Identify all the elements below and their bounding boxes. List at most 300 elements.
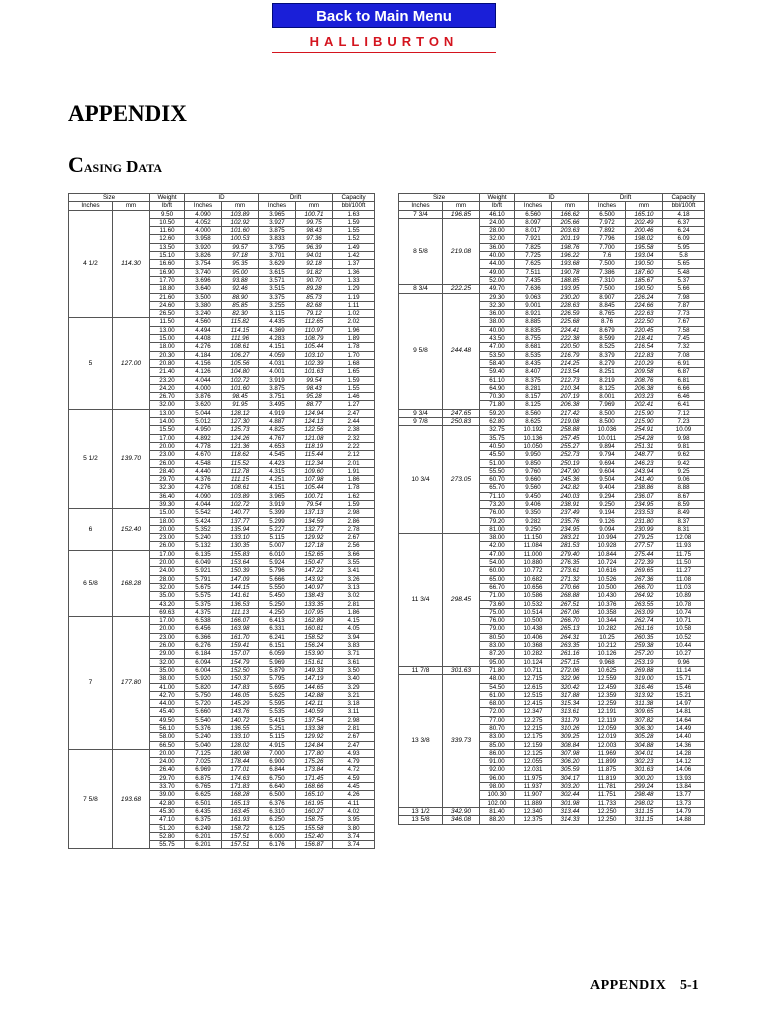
weight-cell: 80.50 bbox=[480, 633, 515, 641]
weight-cell: 28.00 bbox=[150, 575, 185, 583]
capacity-cell: 3.71 bbox=[333, 650, 375, 658]
id-mm-cell: 158.72 bbox=[222, 824, 259, 832]
id-inches-cell: 5.921 bbox=[185, 567, 222, 575]
id-mm-cell: 177.01 bbox=[222, 766, 259, 774]
drift-inches-cell: 8.379 bbox=[589, 351, 626, 359]
id-mm-cell: 102.72 bbox=[222, 376, 259, 384]
id-mm-cell: 250.19 bbox=[552, 459, 589, 467]
id-mm-cell: 95.35 bbox=[222, 260, 259, 268]
column-unit-header: mm bbox=[552, 202, 589, 210]
weight-cell: 47.00 bbox=[480, 343, 515, 351]
capacity-cell: 2.47 bbox=[333, 741, 375, 749]
drift-mm-cell: 107.98 bbox=[296, 476, 333, 484]
weight-cell: 16.90 bbox=[150, 268, 185, 276]
weight-cell: 88.20 bbox=[480, 816, 515, 824]
drift-inches-cell: 7.969 bbox=[589, 401, 626, 409]
drift-inches-cell: 7.310 bbox=[589, 276, 626, 284]
weight-cell: 54.50 bbox=[480, 683, 515, 691]
id-mm-cell: 147.83 bbox=[222, 683, 259, 691]
id-inches-cell: 5.920 bbox=[185, 675, 222, 683]
drift-mm-cell: 231.80 bbox=[626, 517, 663, 525]
drift-mm-cell: 142.11 bbox=[296, 700, 333, 708]
id-mm-cell: 210.34 bbox=[552, 384, 589, 392]
id-mm-cell: 219.08 bbox=[552, 418, 589, 426]
id-mm-cell: 196.22 bbox=[552, 252, 589, 260]
drift-mm-cell: 253.19 bbox=[626, 658, 663, 666]
capacity-cell: 14.81 bbox=[663, 708, 705, 716]
drift-inches-cell: 12.359 bbox=[589, 691, 626, 699]
capacity-cell: 11.93 bbox=[663, 542, 705, 550]
drift-mm-cell: 257.20 bbox=[626, 650, 663, 658]
id-mm-cell: 98.45 bbox=[222, 393, 259, 401]
id-mm-cell: 307.98 bbox=[552, 749, 589, 757]
id-inches-cell: 3.620 bbox=[185, 401, 222, 409]
capacity-cell: 1.91 bbox=[333, 467, 375, 475]
id-mm-cell: 153.64 bbox=[222, 559, 259, 567]
size-mm: 168.28 bbox=[113, 550, 150, 616]
weight-cell: 56.10 bbox=[150, 725, 185, 733]
drift-inches-cell: 10.616 bbox=[589, 567, 626, 575]
id-mm-cell: 168.28 bbox=[222, 791, 259, 799]
id-mm-cell: 100.53 bbox=[222, 235, 259, 243]
drift-mm-cell: 96.39 bbox=[296, 243, 333, 251]
drift-mm-cell: 190.50 bbox=[626, 285, 663, 293]
capacity-cell: 1.19 bbox=[333, 293, 375, 301]
id-mm-cell: 95.00 bbox=[222, 268, 259, 276]
id-inches-cell: 10.192 bbox=[515, 426, 552, 434]
id-inches-cell: 8.921 bbox=[515, 310, 552, 318]
id-inches-cell: 10.532 bbox=[515, 600, 552, 608]
capacity-cell: 6.81 bbox=[663, 376, 705, 384]
id-inches-cell: 12.125 bbox=[515, 749, 552, 757]
drift-mm-cell: 202.49 bbox=[626, 218, 663, 226]
id-mm-cell: 141.61 bbox=[222, 592, 259, 600]
weight-cell: 47.10 bbox=[150, 816, 185, 824]
capacity-cell: 3.41 bbox=[333, 567, 375, 575]
weight-cell: 17.00 bbox=[150, 550, 185, 558]
id-mm-cell: 154.79 bbox=[222, 658, 259, 666]
id-mm-cell: 317.88 bbox=[552, 691, 589, 699]
drift-mm-cell: 300.20 bbox=[626, 774, 663, 782]
id-inches-cell: 5.352 bbox=[185, 525, 222, 533]
table-row bbox=[69, 409, 375, 417]
id-mm-cell: 322.96 bbox=[552, 675, 589, 683]
id-mm-cell: 99.57 bbox=[222, 243, 259, 251]
weight-cell: 13.00 bbox=[150, 409, 185, 417]
drift-mm-cell: 215.90 bbox=[626, 409, 663, 417]
id-inches-cell: 12.375 bbox=[515, 816, 552, 824]
drift-mm-cell: 173.84 bbox=[296, 766, 333, 774]
drift-mm-cell: 230.99 bbox=[626, 525, 663, 533]
column-group-header: Weight bbox=[150, 194, 185, 202]
id-inches-cell: 12.175 bbox=[515, 733, 552, 741]
capacity-cell: 1.52 bbox=[333, 235, 375, 243]
capacity-cell: 2.38 bbox=[333, 426, 375, 434]
weight-cell: 20.00 bbox=[150, 749, 185, 757]
capacity-cell: 11.27 bbox=[663, 567, 705, 575]
weight-cell: 20.00 bbox=[150, 525, 185, 533]
id-mm-cell: 135.94 bbox=[222, 525, 259, 533]
drift-mm-cell: 133.38 bbox=[296, 725, 333, 733]
weight-cell: 13.50 bbox=[150, 243, 185, 251]
capacity-cell: 9.98 bbox=[663, 434, 705, 442]
id-mm-cell: 124.26 bbox=[222, 434, 259, 442]
drift-mm-cell: 122.56 bbox=[296, 426, 333, 434]
page-number: 5-1 bbox=[680, 978, 699, 993]
id-mm-cell: 144.15 bbox=[222, 583, 259, 591]
weight-cell: 45.30 bbox=[150, 807, 185, 815]
drift-inches-cell: 4.001 bbox=[259, 368, 296, 376]
capacity-cell: 9.06 bbox=[663, 476, 705, 484]
capacity-cell: 2.01 bbox=[333, 459, 375, 467]
drift-mm-cell: 100.71 bbox=[296, 492, 333, 500]
capacity-cell: 2.12 bbox=[333, 451, 375, 459]
drift-inches-cell: 6.844 bbox=[259, 766, 296, 774]
casing-table-left bbox=[68, 193, 375, 849]
size-mm: 247.65 bbox=[443, 409, 480, 417]
weight-cell: 38.00 bbox=[480, 534, 515, 542]
capacity-cell: 1.55 bbox=[333, 227, 375, 235]
id-mm-cell: 133.10 bbox=[222, 534, 259, 542]
column-group-header: Drift bbox=[259, 194, 333, 202]
id-mm-cell: 97.18 bbox=[222, 252, 259, 260]
id-inches-cell: 4.892 bbox=[185, 434, 222, 442]
id-mm-cell: 310.26 bbox=[552, 725, 589, 733]
weight-cell: 62.80 bbox=[480, 418, 515, 426]
id-mm-cell: 128.02 bbox=[222, 741, 259, 749]
capacity-cell: 13.84 bbox=[663, 783, 705, 791]
drift-inches-cell: 4.059 bbox=[259, 351, 296, 359]
size-inches: 7 3/4 bbox=[399, 210, 443, 218]
drift-inches-cell: 3.751 bbox=[259, 393, 296, 401]
id-mm-cell: 125.73 bbox=[222, 426, 259, 434]
id-mm-cell: 157.51 bbox=[222, 832, 259, 840]
drift-mm-cell: 112.34 bbox=[296, 459, 333, 467]
weight-cell: 81.40 bbox=[480, 807, 515, 815]
capacity-cell: 3.02 bbox=[333, 592, 375, 600]
capacity-cell: 10.44 bbox=[663, 642, 705, 650]
table-row bbox=[69, 210, 375, 218]
capacity-cell: 1.62 bbox=[333, 492, 375, 500]
capacity-cell: 7.98 bbox=[663, 293, 705, 301]
weight-cell: 18.80 bbox=[150, 285, 185, 293]
id-mm-cell: 128.12 bbox=[222, 409, 259, 417]
drift-inches-cell: 5.795 bbox=[259, 675, 296, 683]
id-inches-cell: 5.750 bbox=[185, 691, 222, 699]
id-inches-cell: 12.159 bbox=[515, 741, 552, 749]
drift-inches-cell: 4.887 bbox=[259, 418, 296, 426]
column-unit-header: lb/ft bbox=[480, 202, 515, 210]
drift-mm-cell: 272.39 bbox=[626, 559, 663, 567]
capacity-cell: 1.59 bbox=[333, 500, 375, 508]
size-mm: 298.45 bbox=[443, 534, 480, 667]
capacity-cell: 6.66 bbox=[663, 384, 705, 392]
id-inches-cell: 4.376 bbox=[185, 476, 222, 484]
id-inches-cell: 4.090 bbox=[185, 492, 222, 500]
weight-cell: 14.00 bbox=[150, 418, 185, 426]
weight-cell: 87.20 bbox=[480, 650, 515, 658]
drift-inches-cell: 12.559 bbox=[589, 675, 626, 683]
id-inches-cell: 5.040 bbox=[185, 741, 222, 749]
capacity-cell: 11.14 bbox=[663, 666, 705, 674]
id-inches-cell: 6.249 bbox=[185, 824, 222, 832]
weight-cell: 71.10 bbox=[480, 492, 515, 500]
drift-mm-cell: 151.61 bbox=[296, 658, 333, 666]
id-inches-cell: 8.835 bbox=[515, 326, 552, 334]
capacity-cell: 14.79 bbox=[663, 807, 705, 815]
id-mm-cell: 213.54 bbox=[552, 368, 589, 376]
table-body bbox=[69, 210, 375, 849]
drift-inches-cell: 11.899 bbox=[589, 758, 626, 766]
drift-inches-cell: 4.423 bbox=[259, 459, 296, 467]
id-inches-cell: 4.000 bbox=[185, 384, 222, 392]
drift-inches-cell: 5.625 bbox=[259, 691, 296, 699]
id-mm-cell: 166.62 bbox=[552, 210, 589, 218]
id-inches-cell: 10.438 bbox=[515, 625, 552, 633]
drift-mm-cell: 236.07 bbox=[626, 492, 663, 500]
capacity-cell: 1.11 bbox=[333, 301, 375, 309]
capacity-cell: 7.32 bbox=[663, 343, 705, 351]
drift-mm-cell: 144.65 bbox=[296, 683, 333, 691]
weight-cell: 43.50 bbox=[480, 335, 515, 343]
drift-mm-cell: 269.88 bbox=[626, 666, 663, 674]
weight-cell: 20.00 bbox=[150, 442, 185, 450]
id-mm-cell: 165.13 bbox=[222, 799, 259, 807]
table-row bbox=[69, 509, 375, 517]
weight-cell: 38.00 bbox=[150, 675, 185, 683]
drift-inches-cell: 9.604 bbox=[589, 467, 626, 475]
id-inches-cell: 6.135 bbox=[185, 550, 222, 558]
capacity-cell: 1.33 bbox=[333, 276, 375, 284]
weight-cell: 26.00 bbox=[150, 542, 185, 550]
id-mm-cell: 261.16 bbox=[552, 650, 589, 658]
weight-cell: 24.00 bbox=[150, 758, 185, 766]
drift-inches-cell: 9.404 bbox=[589, 484, 626, 492]
id-inches-cell: 7.025 bbox=[185, 758, 222, 766]
drift-mm-cell: 298.48 bbox=[626, 791, 663, 799]
drift-inches-cell: 9.794 bbox=[589, 451, 626, 459]
id-inches-cell: 9.850 bbox=[515, 459, 552, 467]
weight-cell: 32.30 bbox=[150, 484, 185, 492]
id-inches-cell: 6.560 bbox=[515, 210, 552, 218]
id-mm-cell: 301.98 bbox=[552, 799, 589, 807]
drift-mm-cell: 238.86 bbox=[626, 484, 663, 492]
id-inches-cell: 9.950 bbox=[515, 451, 552, 459]
id-mm-cell: 137.77 bbox=[222, 517, 259, 525]
capacity-cell: 2.98 bbox=[333, 716, 375, 724]
weight-cell: 20.80 bbox=[150, 359, 185, 367]
id-mm-cell: 103.89 bbox=[222, 492, 259, 500]
id-mm-cell: 166.07 bbox=[222, 617, 259, 625]
weight-cell: 35.00 bbox=[150, 592, 185, 600]
drift-mm-cell: 206.38 bbox=[626, 384, 663, 392]
weight-cell: 83.00 bbox=[480, 733, 515, 741]
drift-mm-cell: 193.04 bbox=[626, 252, 663, 260]
drift-inches-cell: 7.500 bbox=[589, 260, 626, 268]
id-mm-cell: 133.10 bbox=[222, 733, 259, 741]
id-inches-cell: 11.937 bbox=[515, 783, 552, 791]
id-inches-cell: 6.049 bbox=[185, 559, 222, 567]
id-inches-cell: 5.376 bbox=[185, 725, 222, 733]
id-inches-cell: 4.156 bbox=[185, 359, 222, 367]
weight-cell: 23.00 bbox=[150, 534, 185, 542]
weight-cell: 17.00 bbox=[150, 434, 185, 442]
id-inches-cell: 11.084 bbox=[515, 542, 552, 550]
capacity-cell: 14.28 bbox=[663, 749, 705, 757]
id-inches-cell: 4.044 bbox=[185, 376, 222, 384]
capacity-cell: 2.81 bbox=[333, 600, 375, 608]
id-inches-cell: 4.276 bbox=[185, 343, 222, 351]
id-inches-cell: 8.755 bbox=[515, 335, 552, 343]
weight-cell: 23.00 bbox=[150, 451, 185, 459]
size-mm: 244.48 bbox=[443, 293, 480, 409]
drift-inches-cell: 8.845 bbox=[589, 301, 626, 309]
drift-inches-cell: 8.599 bbox=[589, 335, 626, 343]
drift-mm-cell: 143.92 bbox=[296, 575, 333, 583]
weight-cell: 26.70 bbox=[150, 393, 185, 401]
id-inches-cell: 6.375 bbox=[185, 816, 222, 824]
table-row bbox=[399, 409, 705, 417]
drift-mm-cell: 149.33 bbox=[296, 666, 333, 674]
drift-inches-cell: 3.919 bbox=[259, 500, 296, 508]
drift-mm-cell: 224.66 bbox=[626, 301, 663, 309]
drift-mm-cell: 79.12 bbox=[296, 310, 333, 318]
capacity-cell: 9.42 bbox=[663, 459, 705, 467]
size-mm: 219.08 bbox=[443, 218, 480, 284]
capacity-cell: 6.37 bbox=[663, 218, 705, 226]
drift-mm-cell: 279.25 bbox=[626, 534, 663, 542]
id-mm-cell: 267.51 bbox=[552, 600, 589, 608]
drift-inches-cell: 3.255 bbox=[259, 301, 296, 309]
drift-inches-cell: 6.376 bbox=[259, 799, 296, 807]
id-inches-cell: 5.012 bbox=[185, 418, 222, 426]
id-inches-cell: 10.514 bbox=[515, 608, 552, 616]
weight-cell: 42.70 bbox=[150, 691, 185, 699]
id-inches-cell: 12.615 bbox=[515, 683, 552, 691]
id-mm-cell: 91.95 bbox=[222, 401, 259, 409]
weight-cell: 76.00 bbox=[480, 509, 515, 517]
table-row bbox=[399, 218, 705, 226]
weight-cell: 15.10 bbox=[150, 252, 185, 260]
drift-mm-cell: 226.24 bbox=[626, 293, 663, 301]
drift-mm-cell: 147.19 bbox=[296, 675, 333, 683]
weight-cell: 11.60 bbox=[150, 227, 185, 235]
drift-inches-cell: 8.765 bbox=[589, 310, 626, 318]
drift-inches-cell: 11.875 bbox=[589, 766, 626, 774]
column-group-header: ID bbox=[515, 194, 589, 202]
id-inches-cell: 3.380 bbox=[185, 301, 222, 309]
size-mm: 250.83 bbox=[443, 418, 480, 426]
id-inches-cell: 10.656 bbox=[515, 583, 552, 591]
drift-inches-cell: 10.282 bbox=[589, 625, 626, 633]
drift-inches-cell: 5.115 bbox=[259, 534, 296, 542]
weight-cell: 65.70 bbox=[480, 484, 515, 492]
drift-inches-cell: 10.036 bbox=[589, 426, 626, 434]
id-inches-cell: 6.201 bbox=[185, 841, 222, 849]
id-inches-cell: 10.136 bbox=[515, 434, 552, 442]
id-mm-cell: 193.95 bbox=[552, 285, 589, 293]
drift-mm-cell: 140.59 bbox=[296, 708, 333, 716]
drift-mm-cell: 313.92 bbox=[626, 691, 663, 699]
size-mm: 139.70 bbox=[113, 409, 150, 509]
drift-inches-cell: 8.679 bbox=[589, 326, 626, 334]
drift-inches-cell: 10.500 bbox=[589, 583, 626, 591]
id-mm-cell: 157.51 bbox=[222, 841, 259, 849]
id-mm-cell: 230.20 bbox=[552, 293, 589, 301]
id-inches-cell: 10.682 bbox=[515, 575, 552, 583]
capacity-cell: 9.81 bbox=[663, 442, 705, 450]
capacity-cell: 3.95 bbox=[333, 816, 375, 824]
drift-mm-cell: 259.38 bbox=[626, 642, 663, 650]
weight-cell: 44.00 bbox=[150, 700, 185, 708]
drift-mm-cell: 94.01 bbox=[296, 252, 333, 260]
weight-cell: 36.00 bbox=[480, 310, 515, 318]
id-inches-cell: 12.031 bbox=[515, 766, 552, 774]
drift-inches-cell: 8.219 bbox=[589, 376, 626, 384]
capacity-cell: 4.18 bbox=[663, 210, 705, 218]
id-mm-cell: 205.66 bbox=[552, 218, 589, 226]
back-to-main-menu-button[interactable]: Back to Main Menu bbox=[272, 3, 496, 28]
drift-inches-cell: 4.435 bbox=[259, 318, 296, 326]
capacity-cell: 14.97 bbox=[663, 700, 705, 708]
weight-cell: 55.75 bbox=[150, 841, 185, 849]
weight-cell: 17.00 bbox=[150, 617, 185, 625]
drift-inches-cell: 5.666 bbox=[259, 575, 296, 583]
weight-cell: 43.20 bbox=[150, 600, 185, 608]
size-mm: 193.68 bbox=[113, 749, 150, 849]
capacity-cell: 1.86 bbox=[333, 476, 375, 484]
id-inches-cell: 3.640 bbox=[185, 285, 222, 293]
id-inches-cell: 8.157 bbox=[515, 393, 552, 401]
weight-cell: 36.40 bbox=[150, 492, 185, 500]
id-mm-cell: 267.06 bbox=[552, 608, 589, 616]
drift-mm-cell: 311.38 bbox=[626, 700, 663, 708]
weight-cell: 39.00 bbox=[150, 791, 185, 799]
weight-cell: 9.50 bbox=[150, 210, 185, 218]
weight-cell: 65.00 bbox=[480, 575, 515, 583]
capacity-cell: 3.61 bbox=[333, 658, 375, 666]
capacity-cell: 7.87 bbox=[663, 301, 705, 309]
drift-mm-cell: 195.58 bbox=[626, 243, 663, 251]
id-mm-cell: 224.41 bbox=[552, 326, 589, 334]
id-mm-cell: 281.53 bbox=[552, 542, 589, 550]
id-inches-cell: 5.375 bbox=[185, 600, 222, 608]
drift-inches-cell: 8.76 bbox=[589, 318, 626, 326]
drift-mm-cell: 222.63 bbox=[626, 310, 663, 318]
id-inches-cell: 4.000 bbox=[185, 227, 222, 235]
size-mm: 177.80 bbox=[113, 617, 150, 750]
id-mm-cell: 147.09 bbox=[222, 575, 259, 583]
drift-inches-cell: 3.927 bbox=[259, 218, 296, 226]
drift-inches-cell: 10.376 bbox=[589, 600, 626, 608]
id-mm-cell: 266.70 bbox=[552, 617, 589, 625]
capacity-cell: 2.02 bbox=[333, 318, 375, 326]
id-mm-cell: 273.61 bbox=[552, 567, 589, 575]
drift-mm-cell: 243.94 bbox=[626, 467, 663, 475]
id-inches-cell: 6.538 bbox=[185, 617, 222, 625]
weight-cell: 20.30 bbox=[150, 351, 185, 359]
id-mm-cell: 303.20 bbox=[552, 783, 589, 791]
id-mm-cell: 159.41 bbox=[222, 642, 259, 650]
id-mm-cell: 143.76 bbox=[222, 708, 259, 716]
id-mm-cell: 257.45 bbox=[552, 434, 589, 442]
drift-mm-cell: 140.97 bbox=[296, 583, 333, 591]
drift-mm-cell: 101.63 bbox=[296, 368, 333, 376]
weight-cell: 70.30 bbox=[480, 393, 515, 401]
capacity-cell: 6.46 bbox=[663, 393, 705, 401]
capacity-cell: 13.77 bbox=[663, 791, 705, 799]
drift-mm-cell: 153.90 bbox=[296, 650, 333, 658]
